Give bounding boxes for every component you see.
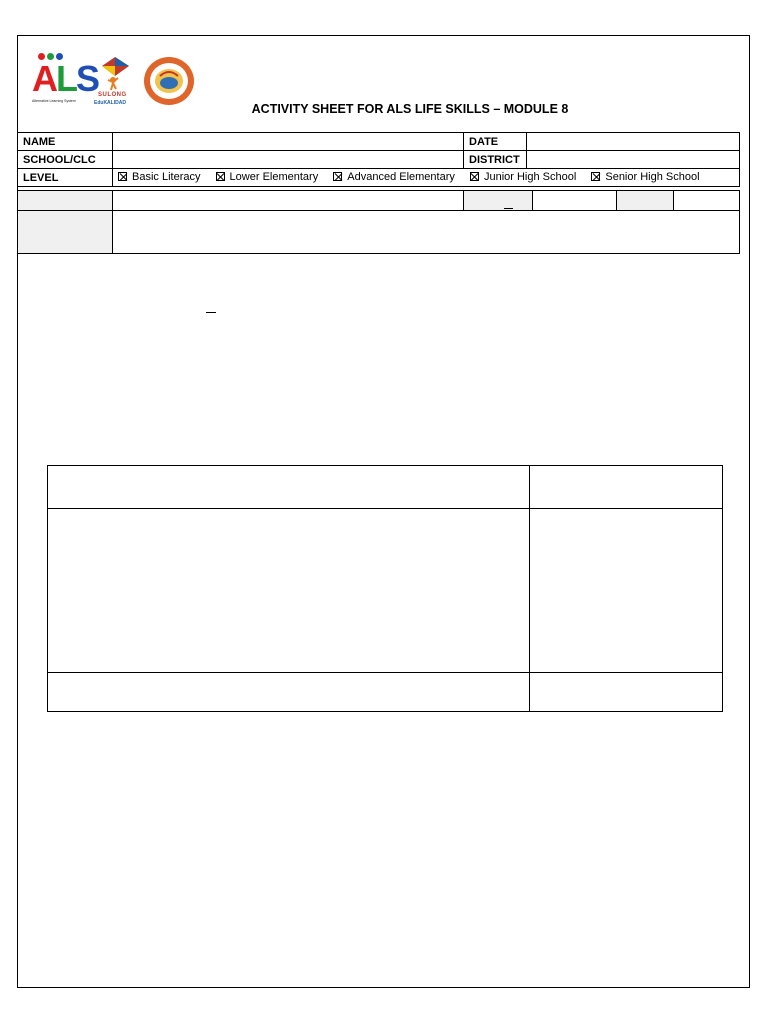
- als-logo: ALS Alternative Learning System: [30, 53, 88, 108]
- level-options: [113, 169, 740, 187]
- dash-mark: [206, 312, 216, 313]
- quarter-field[interactable]: [674, 191, 740, 211]
- name-label: NAME: [18, 133, 113, 151]
- school-field[interactable]: [113, 151, 464, 169]
- level-option-label: Basic Literacy: [132, 170, 201, 183]
- date-label: DATE: [464, 133, 527, 151]
- edukalidad-word: EduKALIDAD: [94, 100, 126, 106]
- answer-table: [47, 465, 723, 712]
- level-option-basic-literacy[interactable]: [118, 171, 200, 183]
- level-option-label: Senior High School: [605, 170, 700, 183]
- level-option-label: Junior High School: [483, 170, 577, 183]
- checkbox-icon[interactable]: [333, 172, 342, 181]
- deped-seal-logo: [143, 56, 195, 106]
- checkbox-icon[interactable]: [591, 172, 600, 181]
- level-option-senior-high[interactable]: [591, 171, 699, 183]
- level-option-advanced-elementary[interactable]: [333, 171, 455, 183]
- quarter-label-cell: [617, 191, 674, 211]
- header-logos: [30, 53, 200, 108]
- answer-table-body-cell[interactable]: [48, 509, 530, 673]
- activity-label-cell: [18, 191, 113, 211]
- sulong-word: SULONG: [98, 92, 127, 98]
- district-label: DISTRICT: [464, 151, 527, 169]
- level-option-label: Lower Elementary: [229, 170, 319, 183]
- als-tagline: Alternative Learning System: [32, 99, 76, 103]
- answer-table-header-cell: [530, 466, 723, 509]
- name-field[interactable]: [113, 133, 464, 151]
- activity-field[interactable]: [113, 191, 464, 211]
- district-field[interactable]: [527, 151, 740, 169]
- answer-table-footer-cell[interactable]: [530, 673, 723, 712]
- checkbox-icon[interactable]: [216, 172, 225, 181]
- answer-table-body-cell[interactable]: [530, 509, 723, 673]
- level-option-label: Advanced Elementary: [347, 170, 455, 183]
- level-option-lower-elementary[interactable]: [216, 171, 319, 183]
- competency-field[interactable]: [113, 211, 740, 254]
- checkbox-icon[interactable]: [470, 172, 479, 181]
- activity-number-label-cell: [464, 191, 533, 211]
- dash-mark: [504, 208, 513, 209]
- sulong-edukalidad-logo: [93, 56, 137, 108]
- sheet-title: ACTIVITY SHEET FOR ALS LIFE SKILLS – MODULE 8: [251, 102, 569, 116]
- answer-table-footer-cell[interactable]: [48, 673, 530, 712]
- checkbox-icon[interactable]: [118, 172, 127, 181]
- date-field[interactable]: [527, 133, 740, 151]
- learner-info-table: [17, 132, 740, 187]
- activity-number-field[interactable]: [533, 191, 617, 211]
- school-label: SCHOOL/CLC: [18, 151, 113, 169]
- answer-table-header-cell: [48, 466, 530, 509]
- activity-info-table: [17, 190, 740, 254]
- kite-icon: [99, 56, 131, 92]
- competency-label-cell: [18, 211, 113, 254]
- level-option-junior-high[interactable]: [470, 171, 576, 183]
- level-label: LEVEL: [18, 169, 113, 187]
